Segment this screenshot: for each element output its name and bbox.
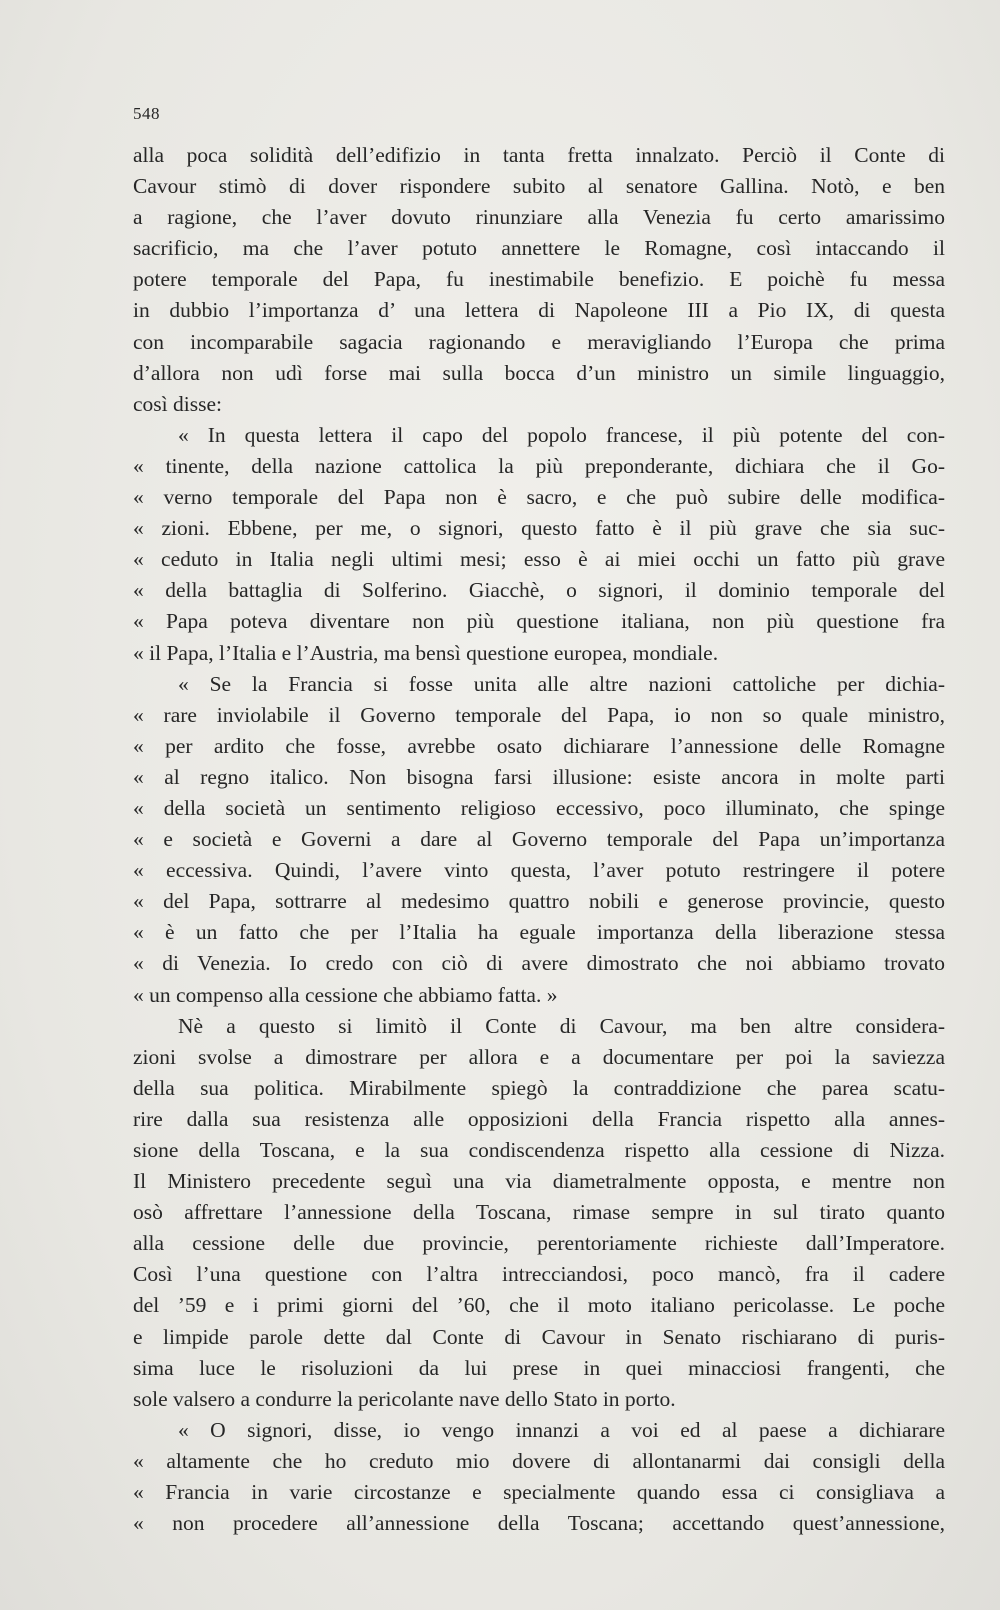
text-line: in dubbio l’importanza d’ una lettera di Napoleone III a Pio IX, di questa	[133, 298, 945, 323]
text-line: « Francia in varie circostanze e specialmente quando essa ci consigliava a	[133, 1480, 945, 1505]
text-line: « In questa lettera il capo del popolo francese, il più potente del con-	[178, 422, 945, 447]
text-line: « un compenso alla cessione che abbiamo fatta. »	[133, 982, 558, 1007]
text-line: alla cessione delle due provincie, perentoriamente richieste dall’Imperatore.	[133, 1231, 945, 1256]
text-line: con incomparabile sagacia ragionando e meravigliando l’Europa che prima	[133, 329, 945, 354]
text-line: « tinente, della nazione cattolica la più preponderante, dichiara che il Go-	[133, 453, 945, 478]
text-line: potere temporale del Papa, fu inestimabile benefizio. E poichè fu messa	[133, 267, 945, 292]
text-line: « zioni. Ebbene, per me, o signori, questo fatto è il più grave che sia suc-	[133, 516, 945, 541]
text-line: sole valsero a condurre la pericolante nave dello Stato in porto.	[133, 1386, 676, 1411]
text-line: « al regno italico. Non bisogna farsi illusione: esiste ancora in molte parti	[133, 764, 945, 789]
text-line: sima luce le risoluzioni da lui prese in quei minacciosi frangenti, che	[133, 1355, 945, 1380]
text-line: « O signori, disse, io vengo innanzi a voi ed al paese a dichiarare	[178, 1417, 945, 1442]
text-line: e limpide parole dette dal Conte di Cavour in Senato rischiarano di puris-	[133, 1324, 945, 1349]
body-text	[133, 140, 945, 1539]
text-line: « di Venezia. Io credo con ciò di avere dimostrato che noi abbiamo trovato	[133, 951, 945, 976]
text-line: a ragione, che l’aver dovuto rinunziare alla Venezia fu certo amarissimo	[133, 205, 945, 230]
text-line: « e società e Governi a dare al Governo temporale del Papa un’importanza	[133, 827, 945, 852]
text-line: « per ardito che fosse, avrebbe osato dichiarare l’annessione delle Romagne	[133, 733, 945, 758]
text-line: « ceduto in Italia negli ultimi mesi; esso è ai miei occhi un fatto più grave	[133, 547, 945, 572]
text-line: Cavour stimò di dover rispondere subito al senatore Gallina. Notò, e ben	[133, 174, 945, 199]
text-line: Nè a questo si limitò il Conte di Cavour, ma ben altre considera-	[178, 1013, 945, 1038]
text-line: sione della Toscana, e la sua condiscendenza rispetto alla cessione di Nizza.	[133, 1138, 945, 1162]
text-line: rire dalla sua resistenza alle opposizioni della Francia rispetto alla annes-	[133, 1106, 945, 1131]
text-line: « del Papa, sottrarre al medesimo quattro nobili e generose provincie, questo	[133, 889, 945, 914]
text-line: « è un fatto che per l’Italia ha eguale importanza della liberazione stessa	[133, 920, 945, 945]
text-line: alla poca solidità dell’edifizio in tanta fretta innalzato. Perciò il Conte di	[133, 143, 945, 167]
text-line: « rare inviolabile il Governo temporale del Papa, io non so quale ministro,	[133, 702, 945, 727]
text-line: Così l’una questione con l’altra intrecciandosi, poco mancò, fra il cadere	[133, 1262, 945, 1287]
text-line: « non procedere all’annessione della Toscana; accettando quest’annessione,	[133, 1511, 945, 1536]
text-line: d’allora non udì forse mai sulla bocca d’un ministro un simile linguaggio,	[133, 360, 945, 385]
text-line: così disse:	[133, 391, 222, 416]
text-line: « eccessiva. Quindi, l’avere vinto questa, l’aver potuto restringere il potere	[133, 858, 945, 883]
text-line: « Papa poteva diventare non più questione italiana, non più questione fra	[133, 609, 945, 634]
text-line: osò affrettare l’annessione della Toscana, rimase sempre in sul tirato quanto	[133, 1200, 945, 1225]
text-line: « Se la Francia si fosse unita alle altre nazioni cattoliche per dichia-	[178, 671, 945, 696]
text-line: « della società un sentimento religioso eccessivo, poco illuminato, che spinge	[133, 795, 945, 820]
text-line: Il Ministero precedente seguì una via diametralmente opposta, e mentre non	[133, 1169, 945, 1194]
text-line: « il Papa, l’Italia e l’Austria, ma bensì questione europea, mondiale.	[133, 640, 719, 665]
text-line: del ’59 e i primi giorni del ’60, che il moto italiano pericolasse. Le poche	[133, 1293, 945, 1318]
text-line: « verno temporale del Papa non è sacro, e che può subire delle modifica-	[133, 485, 945, 510]
text-line: « altamente che ho creduto mio dovere di allontanarmi dai consigli della	[133, 1448, 945, 1473]
text-line: zioni svolse a dimostrare per allora e a documentare per poi la saviezza	[133, 1044, 945, 1069]
text-line: della sua politica. Mirabilmente spiegò la contraddizione che parea scatu-	[133, 1075, 945, 1100]
page-number: 548	[133, 104, 160, 123]
text-line: sacrificio, ma che l’aver potuto annettere le Romagne, così intaccando il	[133, 236, 945, 261]
text-line: « della battaglia di Solferino. Giacchè, o signori, il dominio temporale del	[133, 578, 945, 603]
